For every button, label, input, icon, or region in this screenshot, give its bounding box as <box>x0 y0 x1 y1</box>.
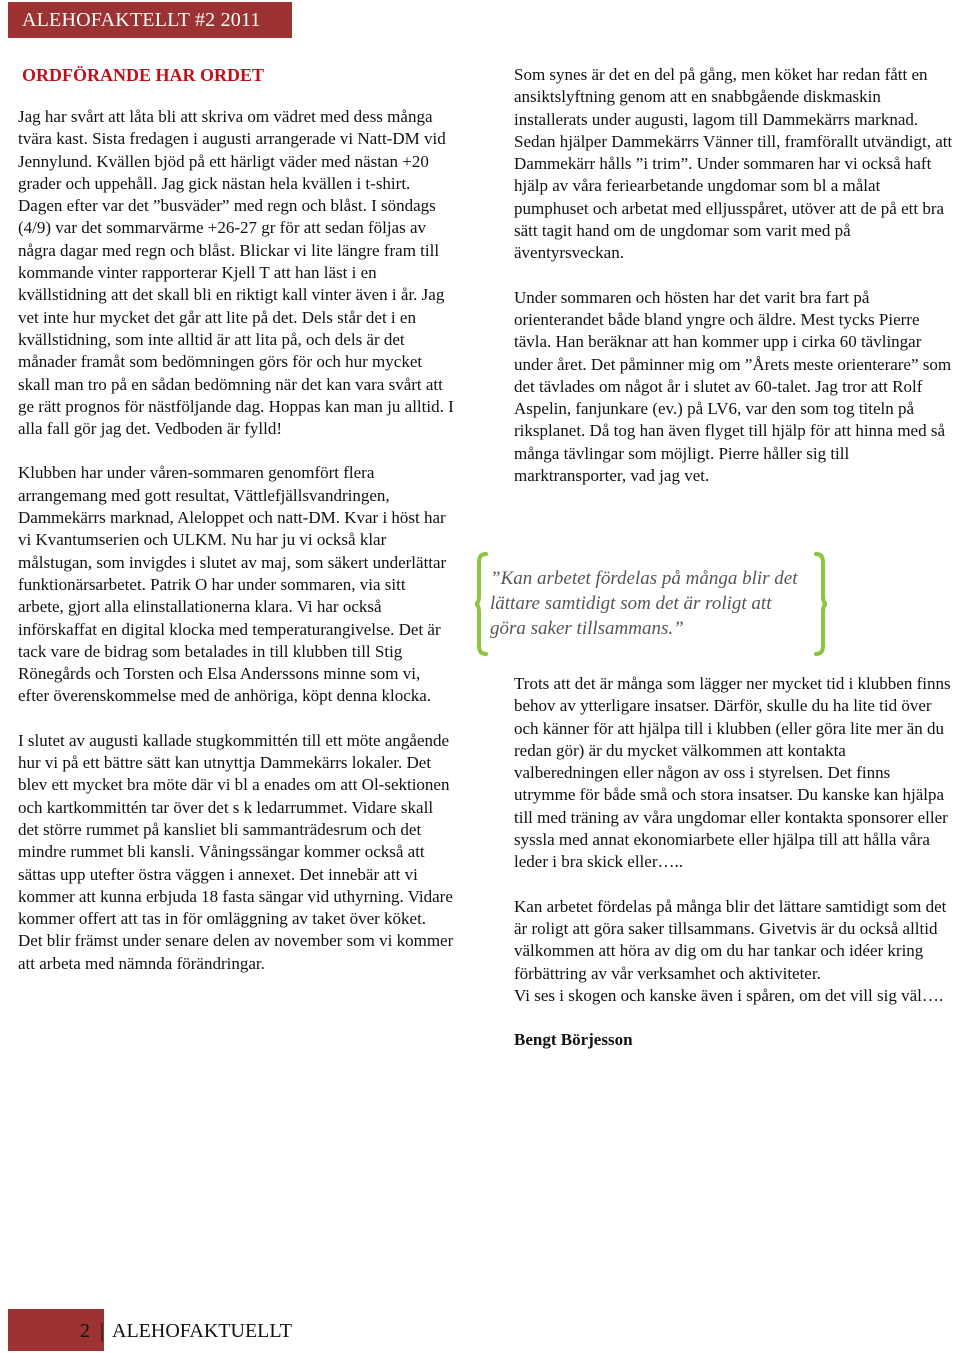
body-paragraph: Kan arbetet fördelas på många blir det lättare samtidigt som det är roligt att göra saker tillsammans. Givetvis är du också alltid välkommen att höra av dig om du har tankar och idéer kring förbättring av vår verksamhet och aktiviteter. <box>514 896 947 983</box>
body-paragraph: Trots att det är många som lägger ner mycket tid i klubben finns behov av ytterligare insatser. Därför, skulle du ha lite tid över och känner för att hjälpa till i klubben (eller göra lite mer än du redan gör) är du mycket välkommen att kontakta valberedningen eller någon av oss i styrelsen. Det finns utrymme för både små och stora insatser. Du kanske kan hjälpa till med träning av våra ungdomar eller kontakta sponsorer eller syssla med annat ekonomiarbete eller hjälpa till att hålla våra leder i bra skick eller….. <box>514 674 951 872</box>
pull-quote-text: ”Kan arbetet fördelas på många blir det lättare samtidigt som det är roligt att göra saker tillsammans.” <box>490 568 798 639</box>
left-column <box>18 64 454 975</box>
footer <box>80 1318 292 1344</box>
section-heading: ORDFÖRANDE HAR ORDET <box>22 65 265 85</box>
body-paragraph: Jag har svårt att låta bli att skriva om vädret med dess många tvära kast. Sista fredagen i augusti arrangerade vi Natt-DM vid Jennylund. Kvällen bjöd på ett härligt väder med nästan +20 grader och uppehåll. Jag gick nästan hela kvällen i t-shirt. Dagen efter var det ”busväder” med regn och blåst. I söndags (4/9) var det sommarvärme +26-27 gr för att sedan följas av några dagar med regn och blåst. Blickar vi lite längre fram till kommande vinter rapporterar Kjell T att han läst i en kvällstidning att det skall bli en riktigt kall vinter även i år. Jag vet inte hur mycket det går att lite på det. Dels står det i en kvällstidning, som inte alltid är att lita på, och dels är det månader framåt som bedömningen görs för och hur mycket skall man tro på en sådan bedömning när det kan vara svårt att ge rätt prognos för nästföljande dag. Hoppas kan man ju alltid. I alla fall gör jag det. Vedboden är fylld! <box>18 107 454 439</box>
right-column <box>514 64 954 487</box>
body-paragraph: Vi ses i skogen och kanske även i spåren, om det vill sig väl…. <box>514 985 944 1005</box>
footer-separator: | <box>100 1320 105 1342</box>
page-number: 2 <box>80 1320 90 1342</box>
body-paragraph: Under sommaren och hösten har det varit bra fart på orienterandet både bland yngre och äldre. Mest tycks Pierre tävla. Han beräknar att han kommer upp i cirka 60 tävlingar under året. Det påminner mig om ”Årets meste orienterare” som det tävlades om något år i slutet av 60-talet. Jag tror att Rolf Aspelin, fanjunkare (ev.) på LV6, var den som tog titeln på riksplanet. Då tog han även flyget till hjälp för att hinna med så många tävlingar som möjligt. Pierre håller sig till marktransporter, vad jag vet. <box>514 287 952 486</box>
pull-quote <box>474 552 828 656</box>
signature: Bengt Börjesson <box>514 1030 633 1050</box>
body-paragraph: Som synes är det en del på gång, men köket har redan fått en ansiktslyftning genom att en snabbgående diskmaskin installerats under augusti, lagom till Dammekärrs marknad. Sedan hjälper Dammekärrs Vänner till, framförallt utvändigt, att Dammekärr hålls ”i trim”. Under sommaren har vi också haft hjälp av våra feriearbetande ungdomar som bl a målat pumphuset och arbetat med elljusspåret, utöver att de på ett bra sätt tagit hand om de ungdomar som varit med på äventyrsveckan. <box>514 65 953 263</box>
right-column-lower <box>514 673 954 1051</box>
body-paragraph: I slutet av augusti kallade stugkommittén till ett möte angående hur vi på ett bättre sätt kan utnyttja Dammekärrs lokaler. Det blev ett mycket bra möte där vi bl a enades om att Ol-sektionen och kartkommittén tar över det s k ledarrummet. Vidare skall det större rummet på kansliet bli sammanträdesrum och det mindre rummet bli kansli. Våningssängar kommer också att sättas upp utefter östra väggen i annexet. Det innebär att vi kommer att kunna erbjuda 18 fasta sängar vid uthyrning. Vidare kommer offert att tas in för omläggning av taket över köket. Det blir främst under senare delen av november som vi kommer att arbeta med nämnda förändringar. <box>18 730 454 973</box>
header-banner <box>8 2 292 38</box>
body-paragraph: Klubben har under våren-sommaren genomfört flera arrangemang med gott resultat, Vättlefjällsvandringen, Dammekärrs marknad, Aleloppet och natt-DM. Kvar i höst har vi Kvantumserien och ULKM. Nu har ju vi också klar målstugan, som invigdes i slutet av maj, som säkert underlättar funktionärsarbetet. Patrik O har under sommaren, via sitt arbete, gjort alla elinstallationerna klara. Vi har också införskaffat en digital klocka med temperaturangivelse. Det är tack vare de bidrag som betalades in till klubben till Stig Rönegårds och Torsten och Elsa Anderssons minne som vi, efter överenskommelse med de anhöriga, köpt denna klocka. <box>18 463 447 706</box>
publication-name: ALEHOFAKTUELLT <box>112 1320 292 1342</box>
left-brace-icon <box>474 552 488 656</box>
right-brace-icon <box>814 552 828 656</box>
header-title: ALEHOFAKTELLT #2 2011 <box>22 9 261 31</box>
